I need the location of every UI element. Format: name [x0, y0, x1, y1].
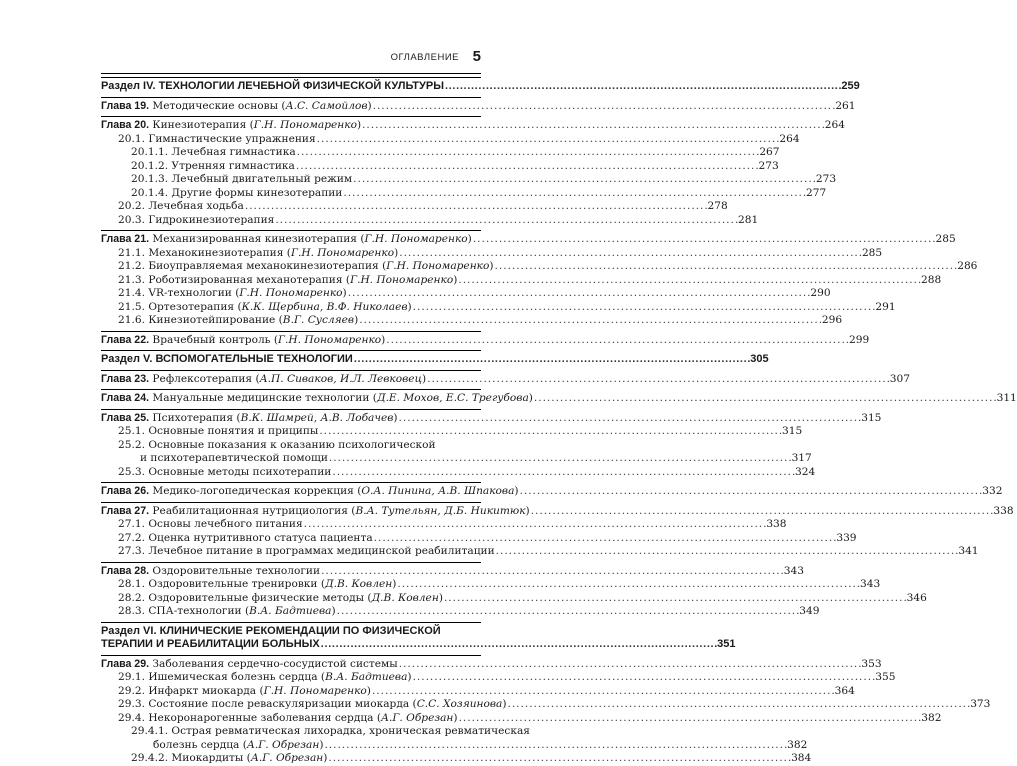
toc-subsection[interactable]	[101, 605, 820, 619]
entry-text	[101, 625, 441, 637]
entry-page: 338	[993, 504, 1014, 517]
entry-page: 373	[970, 698, 991, 710]
entry-title: 21.6. Кинезиотейпирование	[118, 314, 276, 326]
toc-subsection[interactable]	[101, 465, 816, 480]
leader-dots	[459, 712, 921, 726]
entry-title: 29.4.1. Острая ревматическая лихорадка, хроническая ревматическая	[131, 725, 530, 737]
entry-label: Глава 22.	[101, 333, 150, 346]
entry-author: В.А. Бадтиева	[325, 671, 408, 683]
entry-text: Глава 21. Механизированная кинезиотерапия (Г.Н. Пономаренко)	[101, 233, 472, 245]
entry-page: 311	[996, 392, 1017, 404]
entry-page: 288	[921, 273, 942, 286]
toc-chapter[interactable]	[101, 97, 856, 114]
entry-page: 291	[875, 300, 896, 313]
toc-chapter[interactable]	[101, 562, 804, 579]
leader-dots	[413, 671, 875, 685]
toc-subsection[interactable]	[101, 531, 857, 546]
entry-page: 305	[750, 353, 769, 365]
entry-text-continued	[101, 638, 320, 652]
leader-dots	[362, 119, 824, 133]
entry-title: Реабилитационная нутрициология	[152, 504, 348, 517]
entry-page: 307	[889, 372, 911, 385]
leader-dots	[531, 505, 993, 519]
entry-title-continued: болезнь сердца	[153, 738, 240, 751]
entry-label: Глава 29.	[101, 657, 150, 670]
leader-dots	[397, 578, 859, 592]
entry-page: 315	[782, 425, 803, 437]
entry-title: 21.5. Ортезотерапия	[118, 300, 235, 313]
toc-chapter[interactable]	[101, 389, 1017, 406]
toc-section[interactable]	[101, 622, 736, 652]
toc-subsection[interactable]	[101, 438, 812, 466]
toc-chapter[interactable]	[101, 230, 956, 247]
entry-title: КЛИНИЧЕСКИЕ РЕКОМЕНДАЦИИ ПО ФИЗИЧЕСКОЙ	[159, 624, 441, 637]
entry-title: 20.2. Лечебная ходьба	[118, 200, 244, 212]
entry-author: Д.В. Ковлен	[371, 591, 439, 604]
leader-dots	[373, 100, 835, 114]
toc-chapter[interactable]	[101, 331, 870, 348]
entry-text	[118, 200, 244, 214]
entry-author: Г.Н. Пономаренко	[350, 273, 454, 286]
leader-dots	[399, 658, 861, 672]
entry-label: Глава 27.	[101, 504, 150, 517]
entry-title: 20.1.4. Другие формы кинезотерапии	[131, 186, 343, 199]
entry-text	[101, 565, 320, 579]
entry-title: 21.1. Механокинезиотерапия	[118, 246, 284, 259]
toc-subsection[interactable]	[101, 273, 942, 288]
entry-text: 28.3. СПА-технологии (В.А. Бадтиева)	[118, 605, 336, 617]
toc-subsection[interactable]	[101, 684, 855, 699]
entry-text	[118, 532, 373, 546]
entry-author: Г.Н. Пономаренко	[263, 684, 367, 697]
toc-subsection[interactable]	[101, 159, 779, 174]
entry-text	[101, 353, 353, 367]
entry-author: В.Г. Сусляев	[282, 314, 355, 326]
entry-page: 332	[982, 485, 1003, 497]
entry-title: 29.2. Инфаркт миокарда	[118, 684, 257, 697]
entry-author: Г.Н. Пономаренко	[386, 260, 490, 272]
entry-page: 273	[815, 173, 837, 185]
entry-text: 29.4. Некоронарогенные заболевания сердца (А.Г. Обрезан)	[118, 711, 458, 724]
leader-dots	[245, 200, 707, 214]
entry-page: 382	[787, 738, 808, 751]
entry-text: Глава 22. Врачебный контроль (Г.Н. Пономаренко)	[101, 333, 386, 346]
toc-subsection[interactable]	[101, 545, 979, 559]
entry-title: 20.1.1. Лечебная гимнастика	[131, 146, 296, 158]
leader-dots	[444, 592, 906, 606]
entry-text	[131, 725, 530, 737]
entry-page: 273	[758, 159, 779, 172]
entry-page: 261	[835, 99, 856, 112]
entry-label: Глава 21.	[101, 233, 150, 245]
entry-text	[118, 133, 316, 147]
toc-section[interactable]	[101, 77, 860, 94]
toc-subsection[interactable]	[101, 671, 896, 685]
running-header	[101, 48, 481, 74]
entry-page: 339	[836, 531, 857, 544]
entry-text: 21.6. Кинезиотейпирование (В.Г. Сусляев)	[118, 314, 359, 326]
entry-text	[118, 466, 331, 480]
entry-title: 29.4. Некоронарогенные заболевания сердца	[118, 711, 374, 724]
leader-dots	[317, 133, 779, 147]
entry-text: 29.1. Ишемическая болезнь сердца (В.А. Бадтиева)	[118, 671, 412, 683]
entry-author: С.С. Хозяинова	[416, 698, 503, 710]
entry-title-continued: ТЕРАПИИ И РЕАБИЛИТАЦИИ БОЛЬНЫХ	[101, 638, 320, 650]
entry-page: 278	[707, 200, 728, 212]
entry-title: 29.3. Состояние после реваскуляризации миокарда	[118, 698, 410, 710]
entry-text: Глава 20. Кинезиотерапия (Г.Н. Пономаренко)	[101, 119, 362, 131]
entry-text: 21.5. Ортезотерапия (К.К. Щербина, В.Ф. Николаев)	[118, 300, 412, 313]
toc-subsection[interactable]	[101, 260, 978, 274]
entry-page: 296	[821, 314, 843, 326]
entry-text	[131, 146, 296, 160]
entry-title: Заболевания сердечно-сосудистой системы	[152, 657, 398, 670]
entry-title: 29.1. Ишемическая болезнь сердца	[118, 671, 318, 683]
entry-title: 28.2. Оздоровительные физические методы	[118, 591, 365, 604]
entry-page: 364	[834, 684, 855, 697]
entry-author: А.Г. Обрезан	[250, 752, 324, 764]
entry-text	[101, 80, 444, 94]
leader-dots	[337, 605, 799, 619]
entry-title: 20.1. Гимнастические упражнения	[118, 132, 316, 145]
entry-page: 353	[861, 657, 882, 670]
entry-text: 28.1. Оздоровительные тренировки (Д.В. Ковлен)	[118, 578, 397, 590]
toc-chapter[interactable]	[101, 116, 845, 133]
entry-author: Г.Н. Пономаренко	[364, 233, 468, 245]
entry-author: В.А. Тутельян, Д.Б. Никитюк	[355, 504, 526, 517]
leader-dots	[386, 334, 848, 348]
leader-dots	[297, 146, 759, 160]
entry-page: 346	[906, 591, 927, 604]
entry-author: Д.В. Ковлен	[324, 578, 393, 590]
leader-dots	[296, 160, 758, 174]
entry-page: 324	[795, 465, 816, 478]
entry-title: 27.3. Лечебное питание в программах медицинской реабилитации	[118, 545, 495, 557]
leader-dots	[374, 532, 836, 546]
entry-page: 286	[957, 260, 978, 272]
leader-dots	[328, 752, 790, 766]
toc-subsection[interactable]	[101, 132, 800, 147]
entry-page: 281	[738, 213, 759, 226]
table-of-contents	[101, 74, 1017, 766]
entry-text: Глава 25. Психотерапия (В.К. Шамрей, А.В. Лобачев)	[101, 411, 398, 424]
leader-dots	[332, 466, 794, 480]
entry-author: Г.Н. Пономаренко	[290, 246, 395, 259]
toc-subsection[interactable]	[101, 725, 808, 752]
leader-dots	[359, 314, 821, 328]
entry-page: 299	[848, 333, 870, 346]
entry-text	[101, 658, 398, 672]
entry-title: 21.4. VR-технологии	[118, 287, 232, 299]
entry-text: Глава 24. Мануальные медицинские технологии (Д.Е. Мохов, Е.С. Трегубова)	[101, 392, 533, 404]
entry-label: Глава 20.	[101, 119, 150, 131]
leader-dots	[520, 485, 982, 499]
entry-page: 317	[791, 452, 812, 464]
entry-page: 382	[921, 711, 942, 724]
entry-text: 29.4.2. Миокардиты (А.Г. Обрезан)	[131, 752, 328, 764]
leader-dots	[473, 233, 935, 247]
entry-author: Д.Е. Мохов, Е.С. Трегубова	[376, 392, 529, 404]
leader-dots	[458, 274, 920, 288]
entry-label: Глава 25.	[101, 411, 150, 424]
leader-dots	[399, 247, 861, 261]
entry-text	[131, 187, 342, 201]
entry-page: 264	[779, 132, 800, 145]
entry-page: 315	[861, 411, 882, 424]
toc-subsection[interactable]	[101, 591, 927, 606]
entry-title: 27.2. Оценка нутритивного статуса пациента	[118, 531, 373, 544]
leader-dots	[427, 373, 889, 387]
entry-author: К.К. Щербина, В.Ф. Николаев	[241, 300, 408, 313]
toc-subsection[interactable]	[101, 578, 881, 592]
entry-label: Раздел VI.	[101, 624, 157, 637]
entry-title: 21.2. Биоуправляемая механокинезиотерапия	[118, 260, 379, 272]
entry-label: Раздел V.	[101, 353, 153, 365]
entry-text: 28.2. Оздоровительные физические методы (Д.В. Ковлен)	[118, 591, 443, 604]
entry-title: ТЕХНОЛОГИИ ЛЕЧЕБНОЙ ФИЗИЧЕСКОЙ КУЛЬТУРЫ	[158, 80, 444, 92]
toc-subsection[interactable]	[101, 246, 883, 261]
leader-dots	[353, 173, 815, 187]
entry-page: 264	[824, 119, 845, 131]
entry-text-continued: болезнь сердца (А.Г. Обрезан)	[153, 738, 324, 751]
toc-chapter[interactable]	[101, 655, 882, 672]
entry-text: Глава 27. Реабилитационная нутрициология (В.А. Тутельян, Д.Б. Никитюк)	[101, 504, 530, 517]
entry-title: Кинезиотерапия	[152, 119, 247, 131]
entry-page: 343	[783, 564, 804, 577]
entry-page: 351	[717, 638, 736, 650]
entry-text	[131, 173, 352, 187]
leader-dots	[496, 545, 958, 559]
entry-author: А.Г. Обрезан	[246, 738, 320, 751]
entry-page: 285	[935, 233, 956, 245]
leader-dots	[495, 260, 957, 274]
entry-title: Оздоровительные технологии	[152, 564, 321, 577]
entry-author: В.А. Бадтиева	[249, 605, 332, 617]
entry-label: Глава 19.	[101, 99, 150, 112]
leader-dots	[329, 452, 791, 466]
entry-text	[118, 545, 495, 559]
entry-title: Методические основы	[152, 99, 279, 112]
entry-page: 277	[806, 186, 827, 199]
entry-author: Г.Н. Пономаренко	[277, 333, 382, 346]
leader-dots	[343, 187, 805, 201]
entry-author: А.Г. Обрезан	[381, 711, 454, 724]
toc-subsection[interactable]	[101, 752, 812, 766]
toc-chapter[interactable]	[101, 482, 1003, 499]
toc-subsection[interactable]	[101, 711, 942, 726]
entry-page: 343	[860, 578, 881, 590]
entry-text	[118, 518, 303, 532]
leader-dots	[372, 685, 834, 699]
entry-title: Медико-логопедическая коррекция	[152, 485, 354, 497]
entry-text: 21.3. Роботизированная механотерапия (Г.Н. Пономаренко)	[118, 273, 458, 286]
entry-author: А.С. Самойлов	[285, 99, 368, 112]
toc-subsection[interactable]	[101, 186, 827, 201]
entry-text: 21.1. Механокинезиотерапия (Г.Н. Пономаренко)	[118, 246, 399, 259]
entry-page: 349	[799, 605, 820, 617]
entry-page: 259	[841, 80, 860, 92]
toc-subsection[interactable]	[101, 314, 843, 328]
entry-label: Раздел IV.	[101, 80, 156, 92]
entry-author: Г.Н. Пономаренко	[239, 287, 343, 299]
entry-author: В.К. Шамрей, А.В. Лобачев	[240, 411, 394, 424]
entry-page: 338	[766, 518, 787, 530]
entry-title: 20.3. Гидрокинезиотерапия	[118, 213, 275, 226]
entry-label: Глава 28.	[101, 564, 150, 577]
entry-title: Мануальные медицинские технологии	[152, 392, 370, 404]
toc-subsection[interactable]	[101, 698, 991, 712]
leader-dots	[508, 698, 970, 712]
entry-text: Глава 19. Методические основы (А.С. Самойлов)	[101, 99, 372, 112]
entry-title-continued: и психотерапевтической помощи	[140, 452, 328, 464]
leader-dots	[324, 739, 786, 753]
leader-dots	[445, 80, 840, 94]
toc-subsection[interactable]	[101, 518, 787, 532]
entry-text	[118, 439, 436, 451]
entry-text: 29.3. Состояние после реваскуляризации миокарда (С.С. Хозяинова)	[118, 698, 507, 710]
toc-chapter[interactable]	[101, 502, 1014, 519]
leader-dots	[275, 214, 737, 228]
leader-dots	[321, 565, 783, 579]
toc-chapter[interactable]	[101, 409, 882, 426]
entry-title: 20.1.3. Лечебный двигательный режим	[131, 173, 353, 185]
entry-text: 21.4. VR-технологии (Г.Н. Пономаренко)	[118, 287, 347, 299]
leader-dots	[534, 392, 996, 406]
running-title: ОГЛАВЛЕНИЕ	[390, 52, 459, 63]
entry-title: 20.1.2. Утренняя гимнастика	[131, 159, 295, 172]
entry-text: Глава 26. Медико-логопедическая коррекция (О.А. Пинина, А.В. Шпакова)	[101, 485, 519, 497]
toc-subsection[interactable]	[101, 146, 780, 160]
toc-subsection[interactable]	[101, 300, 896, 315]
entry-author: О.А. Пинина, А.В. Шпакова	[361, 485, 515, 497]
entry-title: ВСПОМОГАТЕЛЬНЫЕ ТЕХНОЛОГИИ	[155, 353, 353, 365]
leader-dots	[348, 287, 810, 301]
entry-text	[118, 425, 318, 439]
leader-dots	[354, 353, 749, 367]
entry-title: 28.1. Оздоровительные тренировки	[118, 578, 318, 590]
entry-page: 384	[791, 752, 812, 764]
entry-text: 29.2. Инфаркт миокарда (Г.Н. Пономаренко)	[118, 684, 371, 697]
toc-subsection[interactable]	[101, 173, 837, 187]
entry-author: А.П. Сиваков, И.Л. Левковец	[259, 372, 422, 385]
leader-dots	[399, 412, 861, 426]
entry-title: 28.3. СПА-технологии	[118, 605, 242, 617]
leader-dots	[321, 638, 716, 652]
leader-dots	[304, 518, 766, 532]
toc-chapter[interactable]	[101, 370, 911, 387]
entry-title: 25.3. Основные методы психотерапии	[118, 465, 332, 478]
entry-page: 285	[861, 246, 883, 259]
entry-title: 29.4.2. Миокардиты	[131, 752, 244, 764]
entry-page: 341	[958, 545, 979, 557]
entry-text: Глава 23. Рефлексотерапия (А.П. Сиваков, И.Л. Левковец)	[101, 372, 427, 385]
leader-dots	[413, 301, 875, 315]
entry-text	[131, 160, 295, 174]
toc-subsection[interactable]	[101, 200, 728, 214]
toc-subsection[interactable]	[101, 287, 831, 301]
entry-author: Г.Н. Пономаренко	[253, 119, 357, 131]
leader-dots	[319, 425, 781, 439]
page-number: 5	[472, 48, 481, 65]
toc-subsection[interactable]	[101, 213, 759, 228]
entry-text	[118, 214, 274, 228]
entry-title: Психотерапия	[152, 411, 234, 424]
entry-page: 290	[810, 287, 831, 299]
entry-title: Врачебный контроль	[152, 333, 271, 346]
toc-section[interactable]	[101, 350, 769, 367]
entry-page: 355	[875, 671, 896, 683]
entry-text-continued	[140, 452, 328, 466]
entry-title: 25.2. Основные показания к оказанию психологической	[118, 438, 436, 451]
entry-title: Рефлексотерапия	[152, 372, 253, 385]
entry-label: Глава 26.	[101, 485, 150, 497]
toc-subsection[interactable]	[101, 425, 803, 439]
entry-title: 21.3. Роботизированная механотерапия	[118, 273, 343, 286]
entry-title: 27.1. Основы лечебного питания	[118, 518, 303, 530]
entry-page: 267	[759, 146, 780, 158]
entry-label: Глава 23.	[101, 372, 150, 385]
entry-text: 21.2. Биоуправляемая механокинезиотерапия (Г.Н. Пономаренко)	[118, 260, 494, 272]
entry-label: Глава 24.	[101, 392, 150, 404]
entry-title: Механизированная кинезиотерапия	[152, 233, 357, 245]
entry-title: 25.1. Основные понятия и приципы	[118, 425, 319, 437]
